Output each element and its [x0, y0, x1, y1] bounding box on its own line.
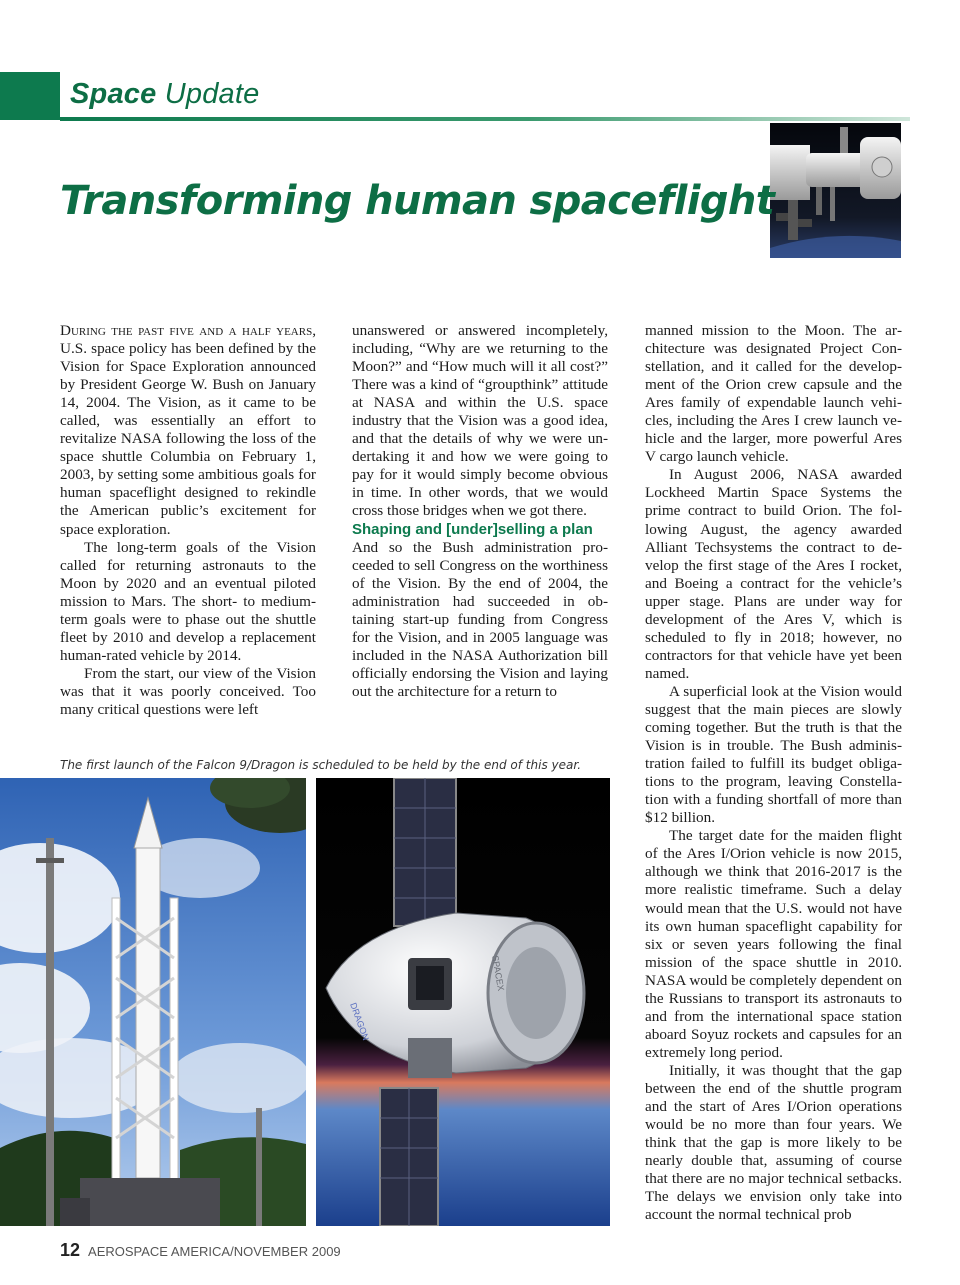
- dragon-logo-text: DRAGON: [348, 1001, 372, 1042]
- section-label-light: Update: [164, 78, 260, 110]
- paragraph: unanswered or answered incompletely, including, “Why are we returning to the Moon?” and “How much will it all cost?” There was a kind of “groupthink” attitude at NASA and within the U.S. space industry that the Vision was a good idea, and that the details of why we were undertaking it and how we were going to pay for it would simply become obvious in time. In other words, that we would cross those bridges when we got there.: [352, 322, 608, 520]
- paragraph: [60, 322, 316, 539]
- paragraph: From the start, our view of the Vision was that it was poorly conceived. Too many critical questions were left: [60, 664, 316, 718]
- paragraph: The target date for the maiden flight of the Ares I/Orion vehicle is now 2015, although we think that 2016-2017 is the more realistic timeframe. Such a delay would mean that the U.S. would not have its own human spaceflight capability for six or seven years following the final mission of the space shuttle in 2010. NASA would be completely dependent on the Russians to transport its astronauts to and from the international space station aboard Soyuz rockets and capsules for an extremely long period.: [645, 827, 902, 1061]
- paragraph: And so the Bush administration proceeded to sell Congress on the worthiness of the Vision. By the end of 2004, the administration had succeeded in obtaining start-up funding from Congress for the Vision, and in 2005 language was included in the NASA Authorization bill officially endorsing the Vision and laying out the architecture for a return to: [352, 538, 608, 700]
- article-column-3: [645, 322, 902, 1224]
- section-label: [70, 78, 259, 111]
- falcon9-rocket-illustration: [0, 778, 306, 1226]
- paragraph-lead-in: During the past five and a half years,: [60, 322, 316, 339]
- paragraph: The long-term goals of the Vision called for returning astronauts to the Moon by 2020 and an eventual piloted mission to Mars. The short- to medium-term goals were to phase out the shuttle fleet by 2010 and develop a replacement human-rated vehicle by 2014.: [60, 538, 316, 664]
- spacex-brand-text: SPACEX: [490, 954, 507, 992]
- solar-panel-bottom: [380, 1088, 438, 1226]
- section-subhead: Shaping and [under]selling a plan: [352, 520, 593, 538]
- section-color-block: [0, 72, 60, 120]
- publication-name: AEROSPACE AMERICA/NOVEMBER 2009: [88, 1244, 341, 1259]
- paragraph: manned mission to the Moon. The architecture was designated Project Constellation, and it called for the development of the Orion crew capsule and the Ares family of expendable launch vehicles, including the Ares I crew launch vehicle and the larger, more powerful Ares V cargo launch vehicle.: [645, 322, 902, 466]
- figure-caption: The first launch of the Falcon 9/Dragon is scheduled to be held by the end of this year.: [60, 758, 582, 772]
- space-station-illustration: [770, 123, 901, 258]
- article-headline: Transforming human spaceflight: [60, 178, 775, 224]
- paragraph: Initially, it was thought that the gap between the end of the shuttle program and the start of Ares I/Orion operations would be no more than four years. We think that the gap is more likely to be nearly double that, assuming of course that there are no major technical setbacks. The delays we envision only take into account the normal technical prob: [645, 1061, 902, 1224]
- header-rule: [60, 117, 910, 121]
- article-column-2: [352, 322, 608, 701]
- space-station-thumbnail: [770, 123, 901, 258]
- solar-panel-top: [394, 778, 456, 926]
- page-footer: [60, 1240, 341, 1261]
- dragon-capsule-rendering: [316, 778, 610, 1226]
- falcon9-launch-photo: [0, 778, 306, 1226]
- dragon-capsule-illustration: [316, 778, 610, 1226]
- paragraph: A superficial look at the Vision would suggest that the main pieces are slowly coming together. But the truth is that the Vision is in trouble. The Bush administration failed to fulfill its budget obligations to the program, leaving Constellation with a funding shortfall of more than $12 billion.: [645, 682, 902, 827]
- paragraph: In August 2006, NASA awarded Lockheed Martin Space Systems the prime contract to build Orion. The following August, the agency awarded Alliant Techsystems the contract to develop the first stage of the Ares I rocket, and Boeing a contract for the vehicle’s upper stage. Plans are under way for development of the Ares V, which is scheduled to fly in 2018; however, no contractors for that vehicle have yet been named.: [645, 466, 902, 682]
- page-number: 12: [60, 1240, 81, 1260]
- article-column-1: [60, 322, 316, 719]
- section-label-bold: Space: [70, 78, 157, 110]
- paragraph-text: U.S. space policy has been defined by the Vision for Space Exploration announced by President George W. Bush on January 14, 2004. The Vision, as it came to be called, was essentially an effort to revitalize NASA following the loss of the space shuttle Columbia on February 1, 2003, by setting some ambitious goals for human spaceflight designed to rekindle the American public’s excitement for space exploration.: [60, 340, 316, 538]
